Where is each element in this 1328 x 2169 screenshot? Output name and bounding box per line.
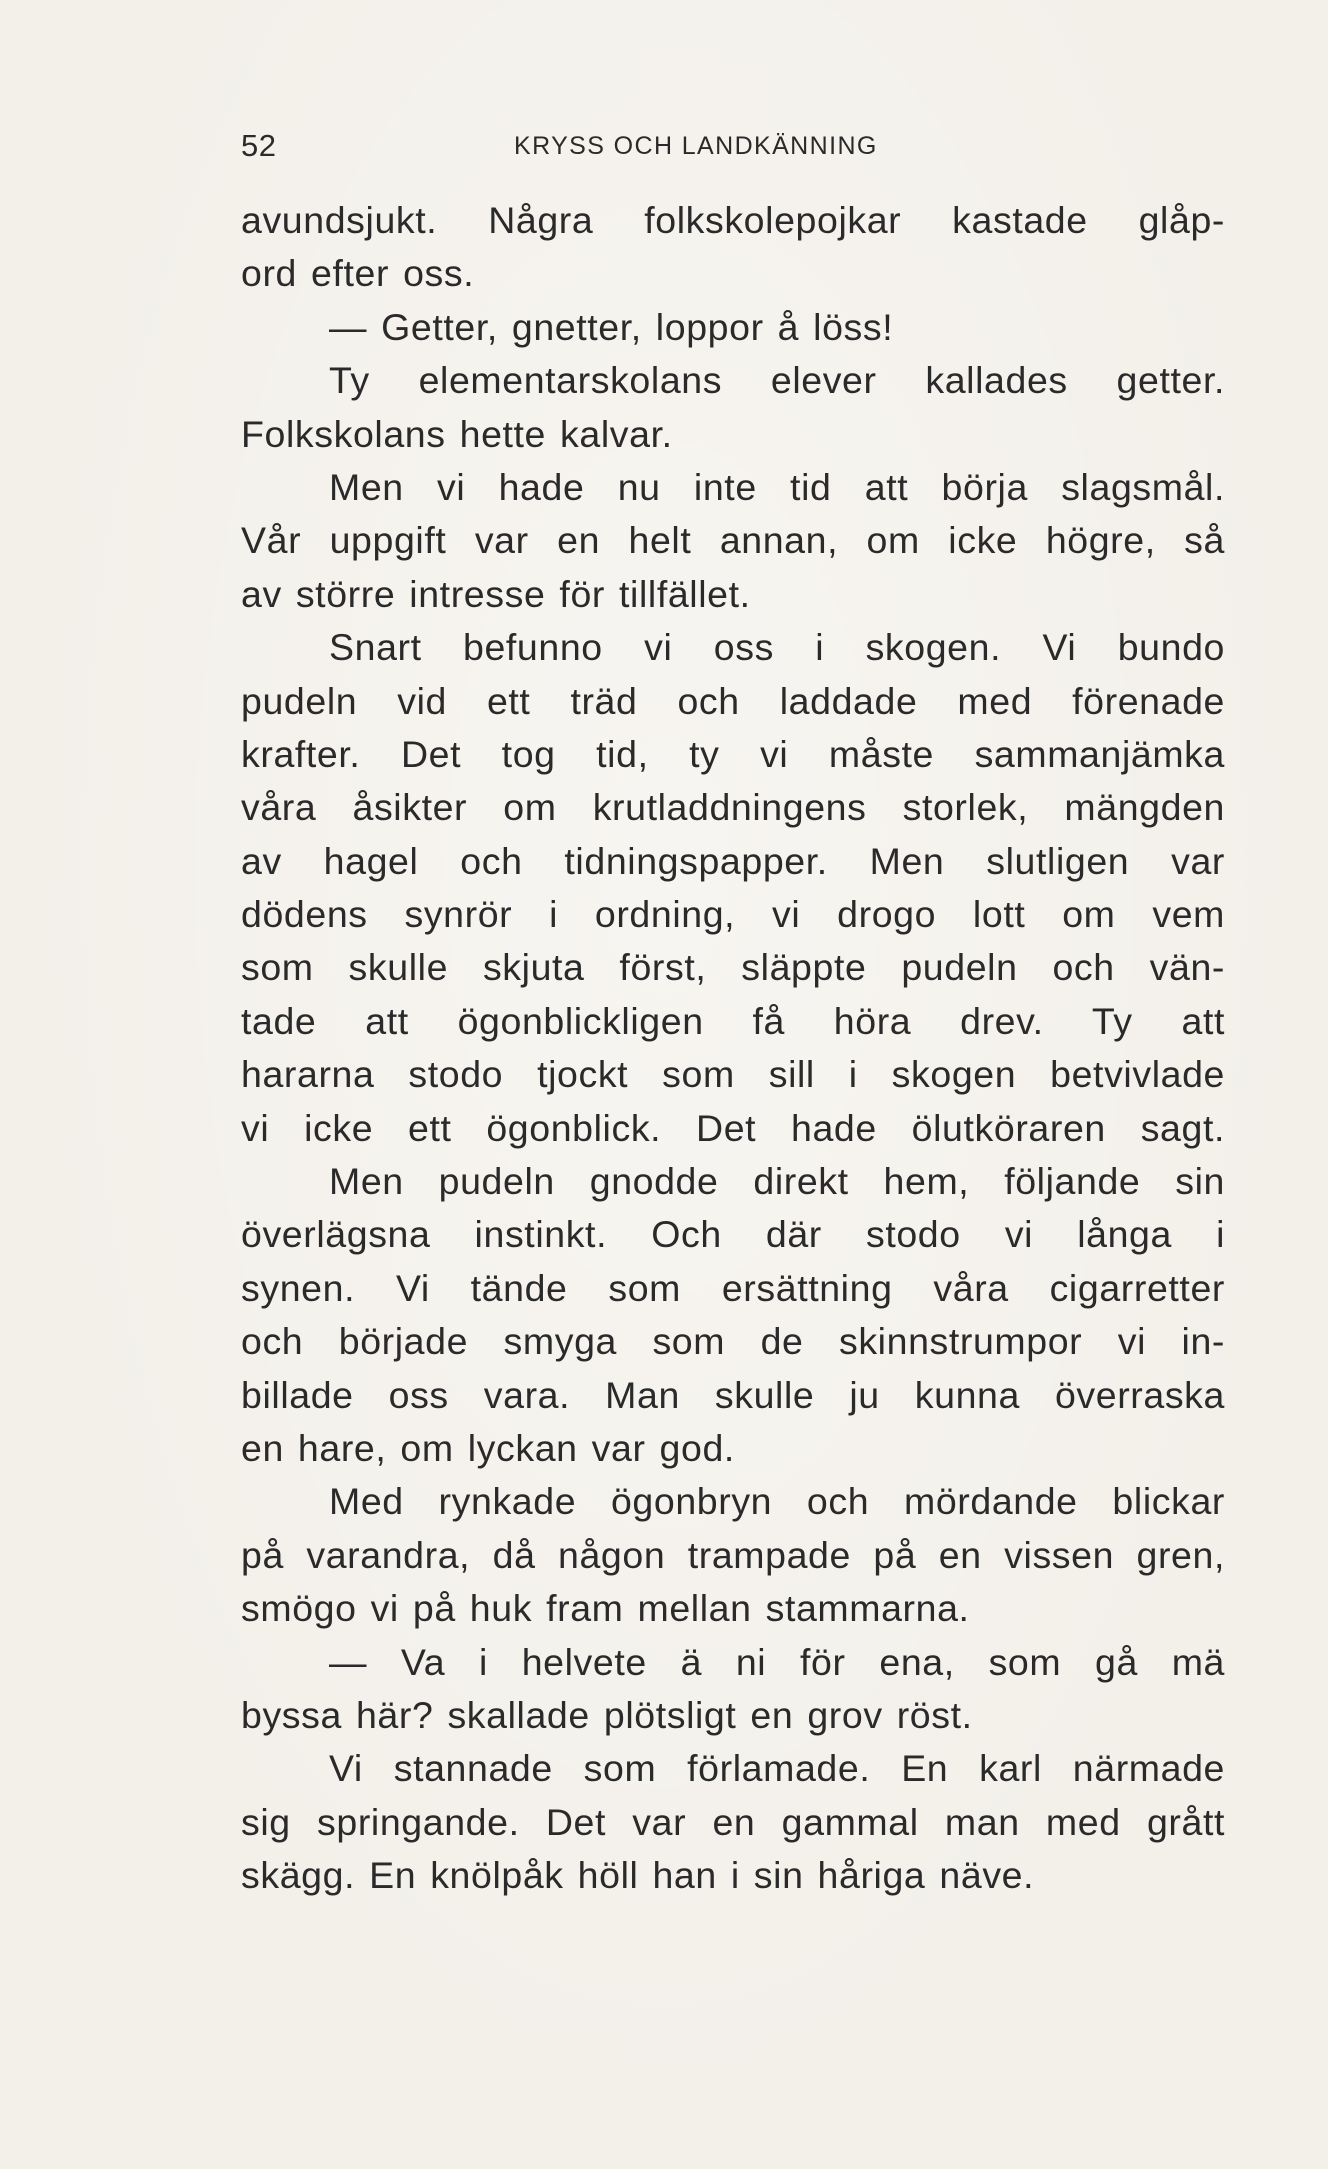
text-line: Vår uppgift var en helt annan, om icke högre, så bbox=[241, 519, 1225, 562]
text-line: smögo vi på huk fram mellan stammarna. bbox=[241, 1587, 970, 1630]
text-line: byssa här? skallade plötsligt en grov röst. bbox=[241, 1693, 973, 1736]
text-line: tade att ögonblickligen få höra drev. Ty att bbox=[241, 999, 1225, 1042]
text-line: skägg. En knölpåk höll han i sin håriga näve. bbox=[241, 1854, 1035, 1897]
text-line: synen. Vi tände som ersättning våra cigarretter bbox=[241, 1266, 1225, 1309]
running-title: KRYSS OCH LANDKÄNNING bbox=[514, 132, 878, 160]
text-line: Vi stannade som förlamade. En karl närmade bbox=[329, 1747, 1225, 1790]
text-line: hararna stodo tjockt som sill i skogen betvivlade bbox=[241, 1053, 1225, 1096]
running-head bbox=[241, 128, 961, 172]
text-line: Med rynkade ögonbryn och mördande blickar bbox=[329, 1480, 1225, 1523]
text-line: Folkskolans hette kalvar. bbox=[241, 412, 673, 455]
text-line: av större intresse för tillfället. bbox=[241, 572, 751, 615]
text-line: Men pudeln gnodde direkt hem, följande sin bbox=[329, 1160, 1225, 1203]
text-line: sig springande. Det var en gammal man med grått bbox=[241, 1800, 1225, 1843]
text-line: Snart befunno vi oss i skogen. Vi bundo bbox=[329, 626, 1225, 669]
text-line: som skulle skjuta först, släppte pudeln och vän- bbox=[241, 946, 1225, 989]
text-line: pudeln vid ett träd och laddade med förenade bbox=[241, 679, 1225, 722]
text-line: och började smyga som de skinnstrumpor vi in- bbox=[241, 1320, 1225, 1363]
text-line: avundsjukt. Några folkskolepojkar kastade glåp- bbox=[241, 199, 1225, 241]
text-line: — Va i helvete ä ni för ena, som gå mä bbox=[329, 1640, 1225, 1683]
body-text bbox=[241, 194, 1225, 1903]
text-line: Ty elementarskolans elever kallades getter. bbox=[329, 359, 1225, 402]
text-line: vi icke ett ögonblick. Det hade ölutköraren sagt. bbox=[241, 1106, 1225, 1149]
text-line: överlägsna instinkt. Och där stodo vi långa i bbox=[241, 1213, 1225, 1256]
text-line: våra åsikter om krutladdningens storlek, mängden bbox=[241, 786, 1225, 829]
text-line: av hagel och tidningspapper. Men slutligen var bbox=[241, 839, 1225, 882]
text-line: — Getter, gnetter, loppor å löss! bbox=[329, 305, 894, 348]
page-number: 52 bbox=[241, 128, 277, 163]
text-line: en hare, om lyckan var god. bbox=[241, 1426, 735, 1469]
text-line: på varandra, då någon trampade på en vissen gren, bbox=[241, 1533, 1225, 1576]
text-line: billade oss vara. Man skulle ju kunna överraska bbox=[241, 1373, 1225, 1416]
text-line: ord efter oss. bbox=[241, 252, 475, 295]
text-line: krafter. Det tog tid, ty vi måste sammanjämka bbox=[241, 732, 1225, 775]
text-line: Men vi hade nu inte tid att börja slagsmål. bbox=[329, 465, 1225, 508]
text-line: dödens synrör i ordning, vi drogo lott om vem bbox=[241, 893, 1225, 936]
